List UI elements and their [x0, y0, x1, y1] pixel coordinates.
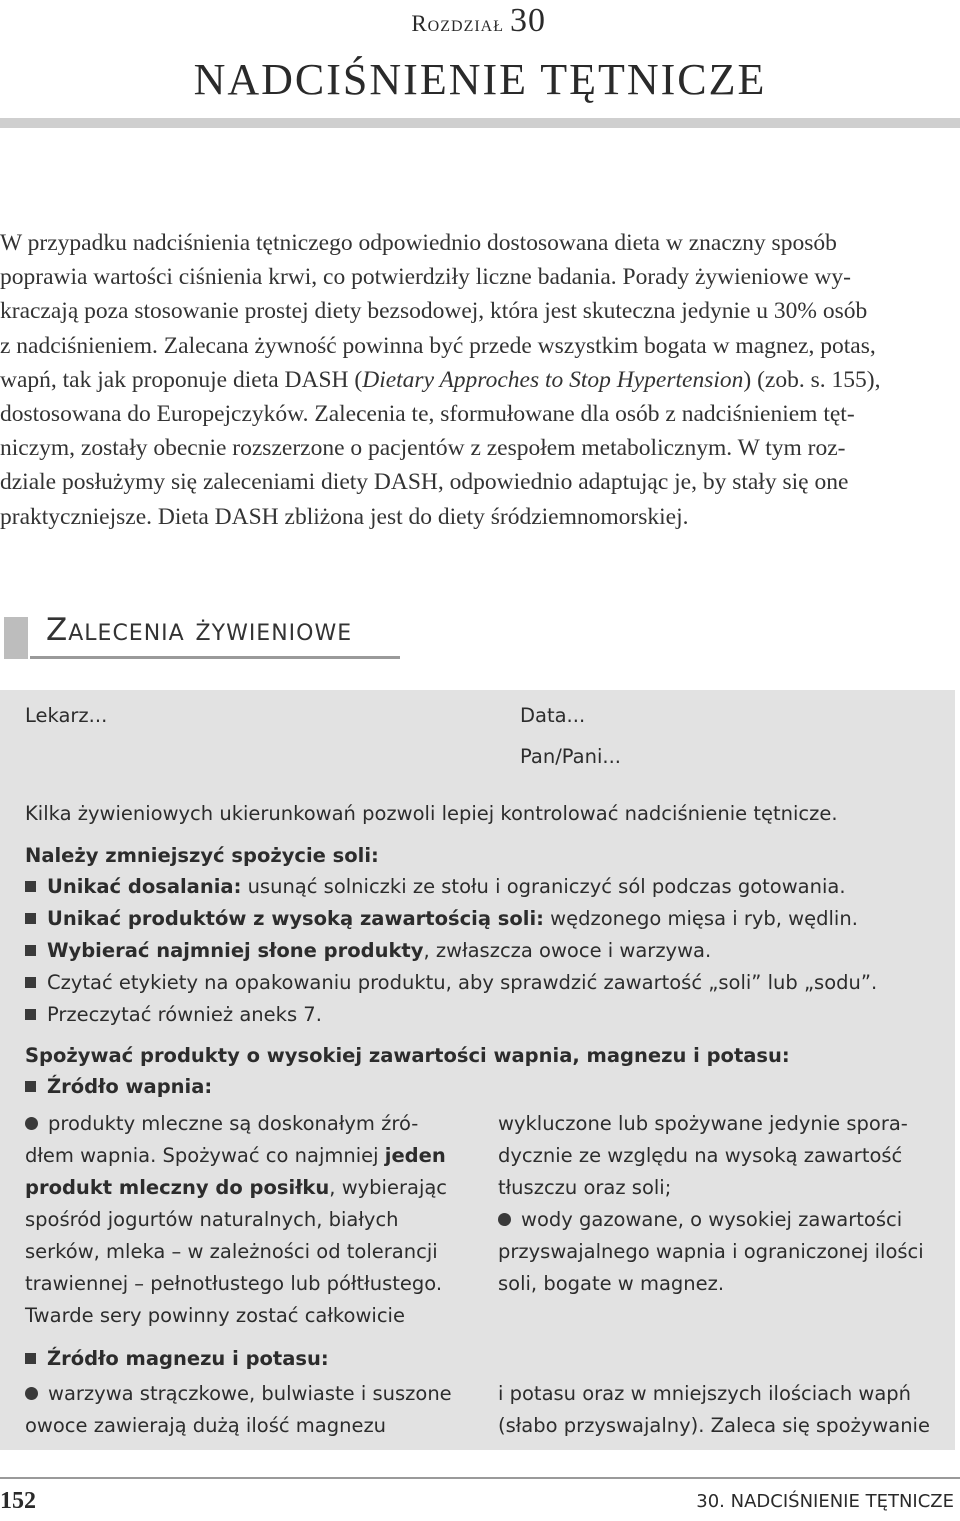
title-divider — [0, 118, 960, 128]
round-bullet-icon — [498, 1213, 511, 1226]
item-bold: Wybierać najmniej słone produkty — [47, 939, 424, 962]
page-number: 152 — [0, 1488, 36, 1514]
square-bullet-icon — [25, 1353, 36, 1364]
magnesium-right-line: i potasu oraz w mniejszych ilościach wapń — [498, 1382, 912, 1405]
calcium-heading — [25, 1071, 212, 1103]
item-bold: Unikać produktów z wysoką zawartością soli: — [47, 907, 544, 930]
calcium-right-line: wykluczone lub spożywane jedynie spora- — [498, 1112, 908, 1135]
item-text: wędzonego mięsa i ryb, wędlin. — [543, 907, 858, 930]
intro-line: dziale posłużymy się zaleceniami diety DASH, odpowiednio adaptując je, by stały się one — [0, 469, 849, 496]
calcium-heading-text: Źródło wapnia: — [47, 1075, 213, 1098]
section-marker — [4, 617, 28, 659]
text-bold: produkt mleczny do posiłku — [25, 1176, 330, 1199]
text-bold: jeden — [384, 1144, 446, 1167]
calcium-left-line: serków, mleka – w zależności od tolerancji — [25, 1240, 438, 1263]
text: produkty mleczne są doskonałym źró- — [48, 1112, 419, 1135]
list-item — [25, 871, 846, 903]
doctor-field: Lekarz... — [25, 704, 108, 727]
square-bullet-icon — [25, 1009, 36, 1020]
magnesium-heading — [25, 1343, 329, 1375]
calcium-right-line: przyswajalnego wapnia i ograniczonej ilości — [498, 1240, 924, 1263]
chapter-label-text: Rozdział — [411, 11, 504, 36]
section-underline — [30, 656, 400, 659]
square-bullet-icon — [25, 913, 36, 924]
intro-line: praktyczniejsze. Dieta DASH zbliżona jest do diety śródziemnomorskiej. — [0, 503, 689, 530]
item-text: Przeczytać również aneks 7. — [47, 1003, 322, 1026]
intro-line: W przypadku nadciśnienia tętniczego odpowiednio dostosowana dieta w znaczny sposób — [0, 230, 837, 256]
minerals-heading: Spożywać produkty o wysokiej zawartości wapnia, magnezu i potasu: — [25, 1044, 790, 1067]
section-title: Zalecenia żywieniowe — [46, 612, 353, 648]
footer-divider — [0, 1477, 960, 1479]
square-bullet-icon — [25, 977, 36, 988]
dash-expansion: Dietary Approches to Stop Hypertension — [362, 366, 744, 393]
text: warzywa strączkowe, bulwiaste i suszone — [48, 1382, 452, 1405]
intro-line — [0, 363, 955, 397]
intro-line: poprawia wartości ciśnienia krwi, co potwierdziły liczne badania. Porady żywieniowe wy- — [0, 264, 851, 291]
item-text: , zwłaszcza owoce i warzywa. — [423, 939, 712, 962]
intro-line: niczym, zostały obecnie rozszerzone o pacjentów z zespołem metabolicznym. W tym roz- — [0, 435, 846, 462]
round-bullet-icon — [25, 1117, 38, 1130]
calcium-left-line — [25, 1172, 447, 1204]
calcium-right-line: tłuszczu oraz soli; — [498, 1176, 672, 1199]
calcium-left-line: spośród jogurtów naturalnych, białych — [25, 1208, 399, 1231]
calcium-left-line: trawiennej – pełnotłustego lub półtłustego. — [25, 1272, 443, 1295]
list-item — [25, 967, 877, 999]
text: , wybierając — [329, 1176, 448, 1199]
intro-text: wapń, tak jak proponuje dieta DASH ( — [0, 366, 363, 393]
salt-heading: Należy zmniejszyć spożycie soli: — [25, 844, 379, 867]
item-bold: Unikać dosalania: — [47, 875, 242, 898]
text: dłem wapnia. Spożywać co najmniej — [25, 1144, 385, 1167]
square-bullet-icon — [25, 1081, 36, 1092]
square-bullet-icon — [25, 881, 36, 892]
list-item — [25, 935, 711, 967]
magnesium-right-line: (słabo przyswajalny). Zaleca się spożywanie — [498, 1414, 930, 1437]
form-lead: Kilka żywieniowych ukierunkowań pozwoli lepiej kontrolować nadciśnienie tętnicze. — [25, 802, 838, 825]
list-item — [25, 999, 322, 1031]
square-bullet-icon — [25, 945, 36, 956]
calcium-left-line — [25, 1140, 446, 1172]
intro-line: dostosowana do Europejczyków. Zalecenia te, sformułowane dla osób z nadciśnieniem tęt- — [0, 401, 855, 428]
running-head: 30. NADCIŚNIENIE TĘTNICZE — [696, 1491, 954, 1512]
magnesium-left-line — [25, 1378, 452, 1410]
calcium-left-line: Twarde sery powinny zostać całkowicie — [25, 1304, 405, 1327]
calcium-right-line: soli, bogate w magnez. — [498, 1272, 725, 1295]
chapter-number: 30 — [510, 2, 546, 39]
item-text: usunąć solniczki ze stołu i ograniczyć sól podczas gotowania. — [241, 875, 846, 898]
magnesium-left-line: owoce zawierają dużą ilość magnezu — [25, 1414, 387, 1437]
list-item — [25, 903, 858, 935]
calcium-right-line: dycznie ze względu na wysoką zawartość — [498, 1144, 903, 1167]
date-field: Data... — [520, 704, 586, 727]
intro-paragraph — [0, 226, 955, 534]
intro-text: ) (zob. s. 155), — [743, 366, 881, 393]
recommendation-form — [0, 690, 955, 1450]
round-bullet-icon — [25, 1387, 38, 1400]
intro-line: z nadciśnieniem. Zalecana żywność powinna być przede wszystkim bogata w magnez, potas, — [0, 332, 876, 359]
calcium-right-line — [498, 1204, 902, 1236]
magnesium-heading-text: Źródło magnezu i potasu: — [47, 1347, 329, 1370]
item-text: Czytać etykiety na opakowaniu produktu, aby sprawdzić zawartość „soli” lub „sodu”. — [47, 971, 878, 994]
chapter-label — [411, 2, 546, 40]
intro-line: kraczają poza stosowanie prostej diety bezsodowej, która jest skuteczna jedynie u 30% osób — [0, 298, 868, 325]
patient-field: Pan/Pani... — [520, 745, 621, 768]
chapter-title: NADCIŚNIENIE TĘTNICZE — [193, 55, 767, 104]
text: wody gazowane, o wysokiej zawartości — [521, 1208, 903, 1231]
calcium-left-line — [25, 1108, 418, 1140]
